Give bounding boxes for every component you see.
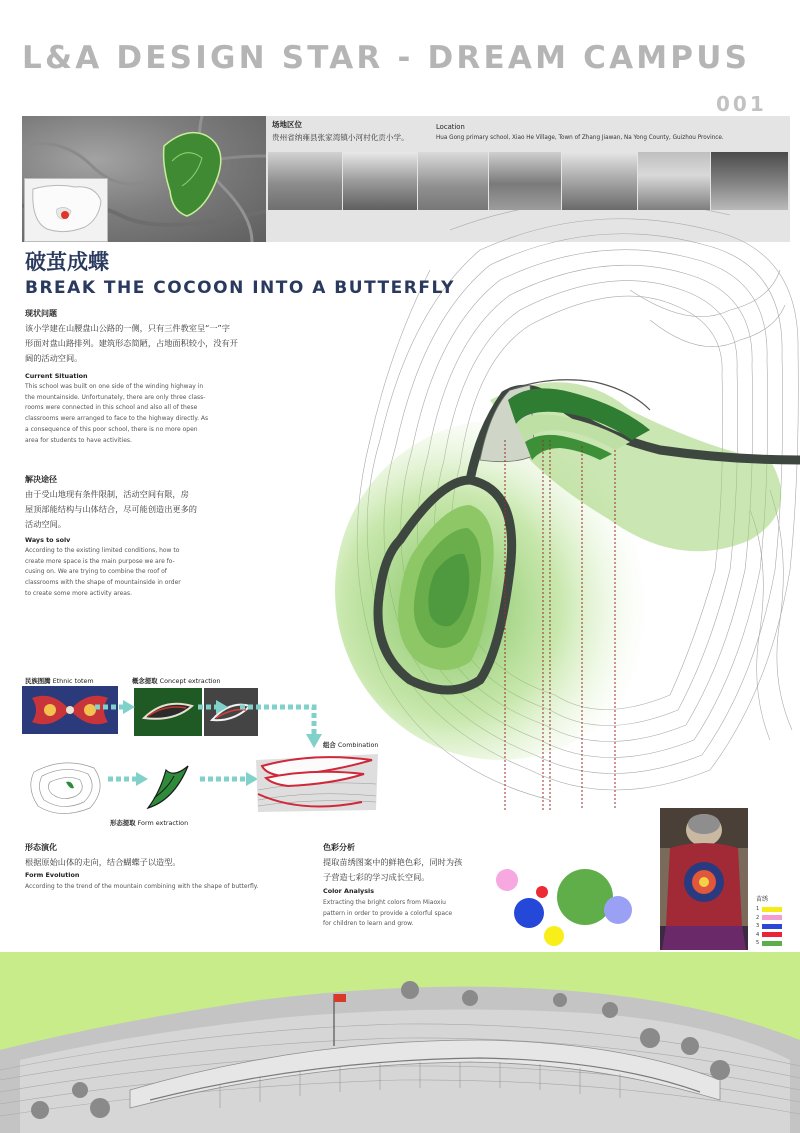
form-extraction-shape [144,758,194,814]
solution-text-cn: 由于受山地现有条件限制，活动空间有限，房 屋顶部能结构与山体结合，尽可能创造出更多的 活动空间。 [25,489,197,529]
red-circle [536,886,548,898]
arrow-1 [95,700,135,714]
color-analysis-text-cn: 提取苗绣图案中的鲜艳色彩，同时为孩 子营造七彩的学习成长空间。 [323,857,463,882]
current-situation-text-cn: 该小学建在山腰盘山公路的一侧，只有三件教室呈“一”字 形面对盘山路排列。建筑形态简陋，占地面积较小，没有开 阔的活动空间。 [25,323,238,363]
site-photo-3 [418,152,488,210]
form-evolution-heading-en: Form Evolution [25,871,80,879]
color-analysis-heading-cn: 色彩分析 [323,843,355,852]
combination-label: 组合 Combination [323,741,379,749]
mountain-contour-sketch [24,752,110,822]
concept-extraction-label: 概念提取 Concept extraction [132,677,221,685]
site-address-cn: 贵州省纳雍县张家湾镇小河村化贡小学。 [272,133,409,142]
current-situation-heading-cn: 现状问题 [25,309,57,318]
combination-render [252,750,382,814]
flag [334,994,346,1002]
china-map [24,178,108,242]
current-situation-heading-en: Current Situation [25,372,88,380]
arrow-5 [200,772,258,786]
form-extraction-label: 形态提取 Form extraction [110,819,189,827]
ethnic-totem-label: 民族图腾 Ethnic totem [25,677,94,685]
color-analysis-text-en: Extracting the bright colors from Miaoxiu pattern in order to provide a colorful space for children to learn and grow. [323,899,453,928]
site-address-en: Hua Gong primary school, Xiao He Village, Town of Zhang Jiawan, Na Yong County, Guizhou Province. [436,135,724,141]
perspective-render [0,980,800,1133]
main-title-en: BREAK THE COCOON INTO A BUTTERFLY [25,278,455,298]
arrow-4 [108,772,148,786]
yellow-circle [544,926,564,946]
page-number: 001 [716,92,767,116]
site-heading-cn: 场地区位 [272,120,302,129]
solution-text-en: According to the existing limited conditions, how to create more space is the main purpose we are fo- cusing on. We are trying to combine the roof of classrooms with the shape of mountainside in order to create some more activity areas. [25,547,181,597]
color-analysis-heading-en: Color Analysis [323,887,375,895]
arrow-3 [240,700,328,748]
site-photo-7 [711,152,788,210]
lavender-circle [604,896,632,924]
form-evolution-text-en: According to the trend of the mountain combining with the shape of butterfly. [25,883,259,890]
color-circles [490,860,640,952]
solution-heading-cn: 解决途径 [25,475,57,484]
green-circle [557,869,613,925]
form-evolution-text-cn: 根据原始山体的走向，结合蝴蝶子以造型。 [25,857,181,867]
color-legend: 1 2 3 4 5 [756,905,782,948]
site-photo-6 [638,152,710,210]
site-photo-5 [562,152,637,210]
site-photo-1 [268,152,342,210]
poster-title: L&A DESIGN STAR - DREAM CAMPUS [22,40,751,76]
main-title-cn: 破茧成蝶 [25,250,109,274]
legend-title: 苗绣 [756,896,769,903]
miao-embroidery-photo [660,808,748,950]
contour-site-plan [330,210,800,810]
current-situation-text-en: This school was built on one side of the winding highway in the mountainside. Unfortunately, there are only three class- rooms were connected in this school and also all of these classrooms were arranged to face to the highway directly. As a consequence of this poor school, there is no more open area for students to have activities. [25,383,209,444]
pink-circle [496,869,518,891]
site-photo-4 [489,152,561,210]
concept-photo [134,688,202,736]
arrow-2 [198,700,228,714]
solution-heading-en: Ways to solv [25,536,71,544]
form-evolution-heading-cn: 形态演化 [25,843,57,852]
site-photo-2 [343,152,417,210]
site-heading-en: Location [436,123,465,131]
blue-circle [514,898,544,928]
